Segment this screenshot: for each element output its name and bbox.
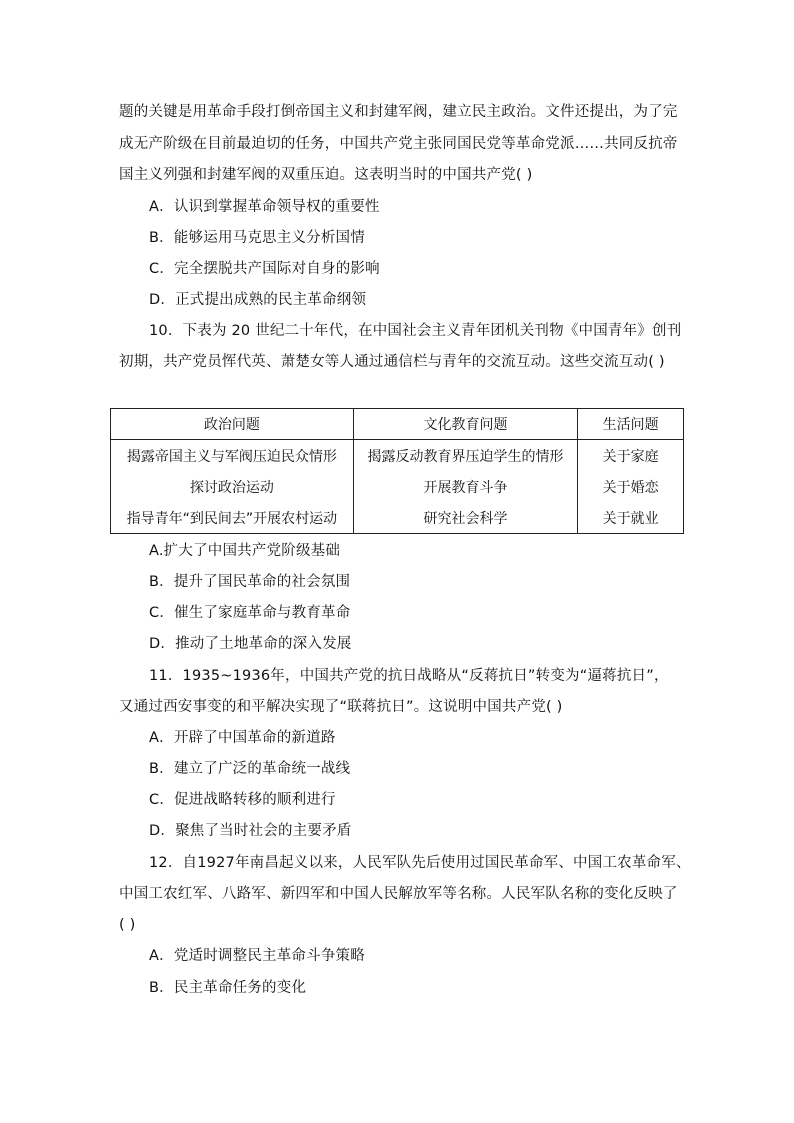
q10-option-c: C．催生了家庭革命与教育革命: [149, 605, 351, 621]
q12-stem-line-1: 12．自1927年南昌起义以来，人民军队先后使用过国民革命军、中国工农革命军、: [149, 855, 691, 871]
q12-stem-line-3: ( ): [119, 917, 136, 933]
q12-option-b: B．民主革命任务的变化: [149, 980, 307, 996]
q9-option-d: D．正式提出成熟的民主革命纲领: [149, 292, 367, 308]
q10-option-d: D．推动了土地革命的深入发展: [149, 636, 352, 652]
table-cell: 关于家庭: [578, 440, 684, 472]
q11-option-d: D．聚焦了当时社会的主要矛盾: [149, 823, 352, 839]
table-row: [111, 502, 684, 534]
table-cell: 研究社会科学: [353, 502, 578, 534]
q12-option-a: A．党适时调整民主革命斗争策略: [149, 948, 365, 964]
q12-stem-line-2: 中国工农红军、八路军、新四军和中国人民解放军等名称。人民军队名称的变化反映了: [119, 886, 678, 902]
q9-option-a: A．认识到掌握革命领导权的重要性: [149, 199, 380, 215]
q11-stem-line-2: 又通过西安事变的和平解决实现了“联蒋抗日”。这说明中国共产党( ): [119, 699, 563, 715]
table-cell: 关于就业: [578, 502, 684, 534]
q10-table: [110, 408, 684, 534]
table-row: [111, 471, 684, 502]
table-cell: 揭露帝国主义与军阀压迫民众情形: [111, 440, 354, 472]
q11-option-a: A．开辟了中国革命的新道路: [149, 730, 336, 746]
q11-option-c: C．促进战略转移的顺利进行: [149, 792, 336, 808]
table-cell: 探讨政治运动: [111, 471, 354, 502]
table-cell: 指导青年“到民间去”开展农村运动: [111, 502, 354, 534]
q9-stem-line-2: 成无产阶级在目前最迫切的任务，中国共产党主张同国民党等革命党派……共同反抗帝: [119, 136, 678, 152]
q9-option-b: B．能够运用马克思主义分析国情: [149, 230, 365, 246]
q11-stem-line-1: 11．1935~1936年，中国共产党的抗日战略从“反蒋抗日”转变为“逼蒋抗日”，: [149, 668, 669, 684]
q10-option-b: B．提升了国民革命的社会氛围: [149, 574, 351, 590]
table-row: [111, 440, 684, 472]
table-cell: 揭露反动教育界压迫学生的情形: [353, 440, 578, 472]
table-header-politics: 政治问题: [111, 409, 354, 440]
q10-stem-line-1: 10．下表为 20 世纪二十年代，在中国社会主义青年团机关刊物《中国青年》创刊: [149, 323, 682, 339]
q9-stem-line-1: 题的关键是用革命手段打倒帝国主义和封建军阀，建立民主政治。文件还提出，为了完: [119, 104, 678, 120]
q9-stem-line-3: 国主义列强和封建军阀的双重压迫。这表明当时的中国共产党( ): [119, 167, 533, 183]
q10-option-a: A.扩大了中国共产党阶级基础: [149, 543, 341, 559]
q11-option-b: B．建立了广泛的革命统一战线: [149, 761, 351, 777]
q10-stem-line-2: 初期，共产党员恽代英、萧楚女等人通过通信栏与青年的交流互动。这些交流互动( ): [119, 354, 665, 370]
table-header-life: 生活问题: [578, 409, 684, 440]
q9-option-c: C．完全摆脱共产国际对自身的影响: [149, 261, 380, 277]
table-header-culture-education: 文化教育问题: [353, 409, 578, 440]
table-cell: 开展教育斗争: [353, 471, 578, 502]
table-cell: 关于婚恋: [578, 471, 684, 502]
table-header-row: [111, 409, 684, 440]
